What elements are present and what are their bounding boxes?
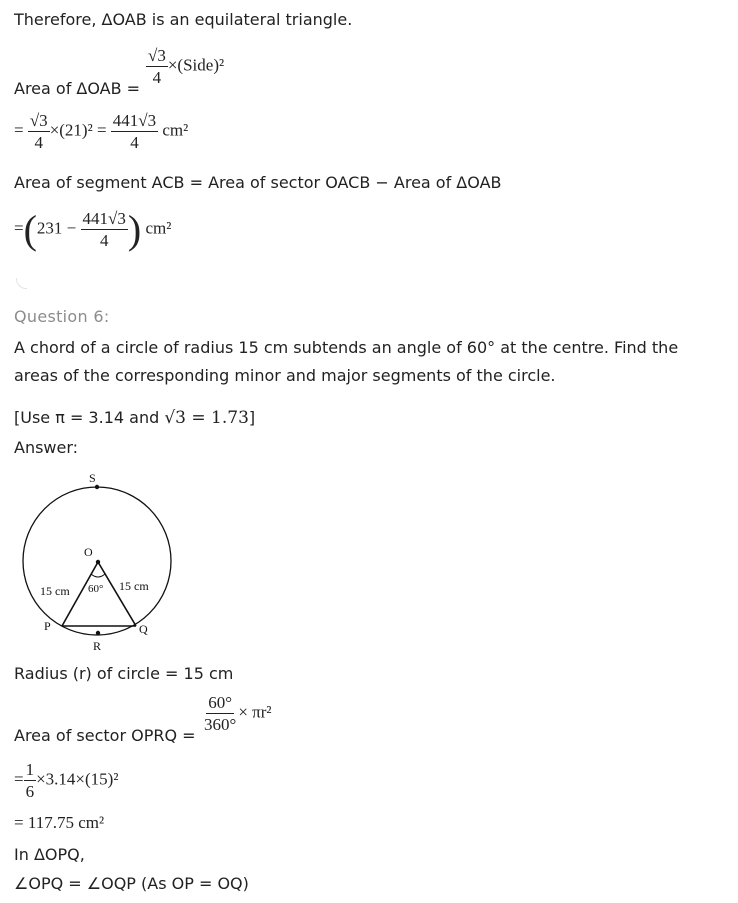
point-r — [96, 631, 100, 635]
therefore-text: Therefore, ΔOAB is an equilateral triangle. — [14, 10, 353, 29]
question-line-1: A chord of a circle of radius 15 cm subtends an angle of 60° at the centre. Find the — [14, 338, 679, 357]
use-hint-sqrt: √3 = 1.73 — [164, 408, 249, 428]
sector-result: = 117.75 cm² — [14, 813, 105, 832]
label-right-side: 15 cm — [119, 579, 149, 593]
area-calc-mid: ×(21)² = — [49, 120, 107, 140]
area-formula — [146, 47, 224, 86]
label-o: O — [84, 545, 93, 559]
segment-expression: =(231 − $\frac{441√3}{4}$ ) cm² — [14, 207, 172, 252]
circle-figure — [18, 470, 178, 655]
radius-text: Radius (r) of circle = 15 cm — [14, 664, 234, 683]
label-q: Q — [139, 622, 148, 636]
segment-expr-num: 441√3 — [82, 209, 126, 228]
sector-step1-num: 1 — [25, 760, 35, 779]
in-opq-text: In ΔOPQ, — [14, 845, 85, 864]
area-formula-den: 4 — [152, 68, 162, 87]
sector-formula-frac — [202, 694, 238, 733]
area-calc-frac1-num: √3 — [29, 111, 48, 130]
area-calc-frac2 — [111, 112, 158, 151]
question-line-2: areas of the corresponding minor and major segments of the circle. — [14, 366, 556, 385]
label-r: R — [93, 639, 102, 653]
point-o — [96, 560, 100, 564]
sector-step1-den: 6 — [25, 782, 35, 801]
angle-arc — [91, 574, 105, 577]
point-s — [95, 485, 99, 489]
label-angle: 60° — [88, 583, 104, 595]
question-heading: Question 6: — [14, 307, 110, 326]
sector-formula — [202, 694, 272, 733]
label-s: S — [89, 471, 96, 485]
sector-formula-tail: × πr² — [238, 702, 272, 722]
segment-expr-lead: 231 − — [36, 218, 77, 238]
sector-step1-tail: ×3.14×(15)² — [36, 769, 119, 789]
answer-label: Answer: — [14, 438, 79, 457]
segment-expr-den: 4 — [99, 231, 109, 250]
faint-mark — [16, 278, 27, 289]
area-calc-unit: cm² — [162, 120, 189, 140]
label-p: P — [44, 619, 51, 633]
sector-formula-den: 360° — [204, 715, 237, 734]
area-calc-frac1-den: 4 — [34, 133, 44, 152]
sector-step1-frac — [24, 761, 37, 800]
sector-formula-num: 60° — [208, 693, 233, 712]
area-formula-fraction — [146, 47, 168, 86]
use-hint-prefix: [Use π = 3.14 and — [14, 408, 160, 427]
segment-expr-frac — [81, 210, 128, 249]
radius-oq — [98, 562, 136, 626]
area-formula-num: √3 — [148, 46, 166, 65]
sector-step1: = $\frac{1}{6}$ ×3.14×(15)² — [14, 760, 119, 801]
area-calc: = $\frac{√3}{4}$ ×(21)² = $\frac{441√3}{4}$ cm² — [14, 111, 189, 152]
segment-expr-unit: cm² — [145, 218, 172, 238]
area-oab-label: Area of ΔOAB = — [14, 79, 141, 98]
label-left-side: 15 cm — [40, 584, 70, 598]
angle-equality-text: ∠OPQ = ∠OQP (As OP = OQ) — [14, 874, 249, 893]
segment-acb-text: Area of segment ACB = Area of sector OACB − Area of ΔOAB — [14, 173, 502, 192]
area-calc-frac2-den: 4 — [130, 133, 139, 152]
area-formula-tail: ×(Side)² — [167, 55, 225, 75]
use-hint — [14, 408, 255, 428]
area-calc-frac2-num: 441√3 — [112, 111, 157, 130]
use-hint-suffix: ] — [248, 408, 256, 427]
area-sector-label: Area of sector OPRQ = — [14, 726, 196, 745]
area-calc-frac1 — [28, 112, 50, 151]
